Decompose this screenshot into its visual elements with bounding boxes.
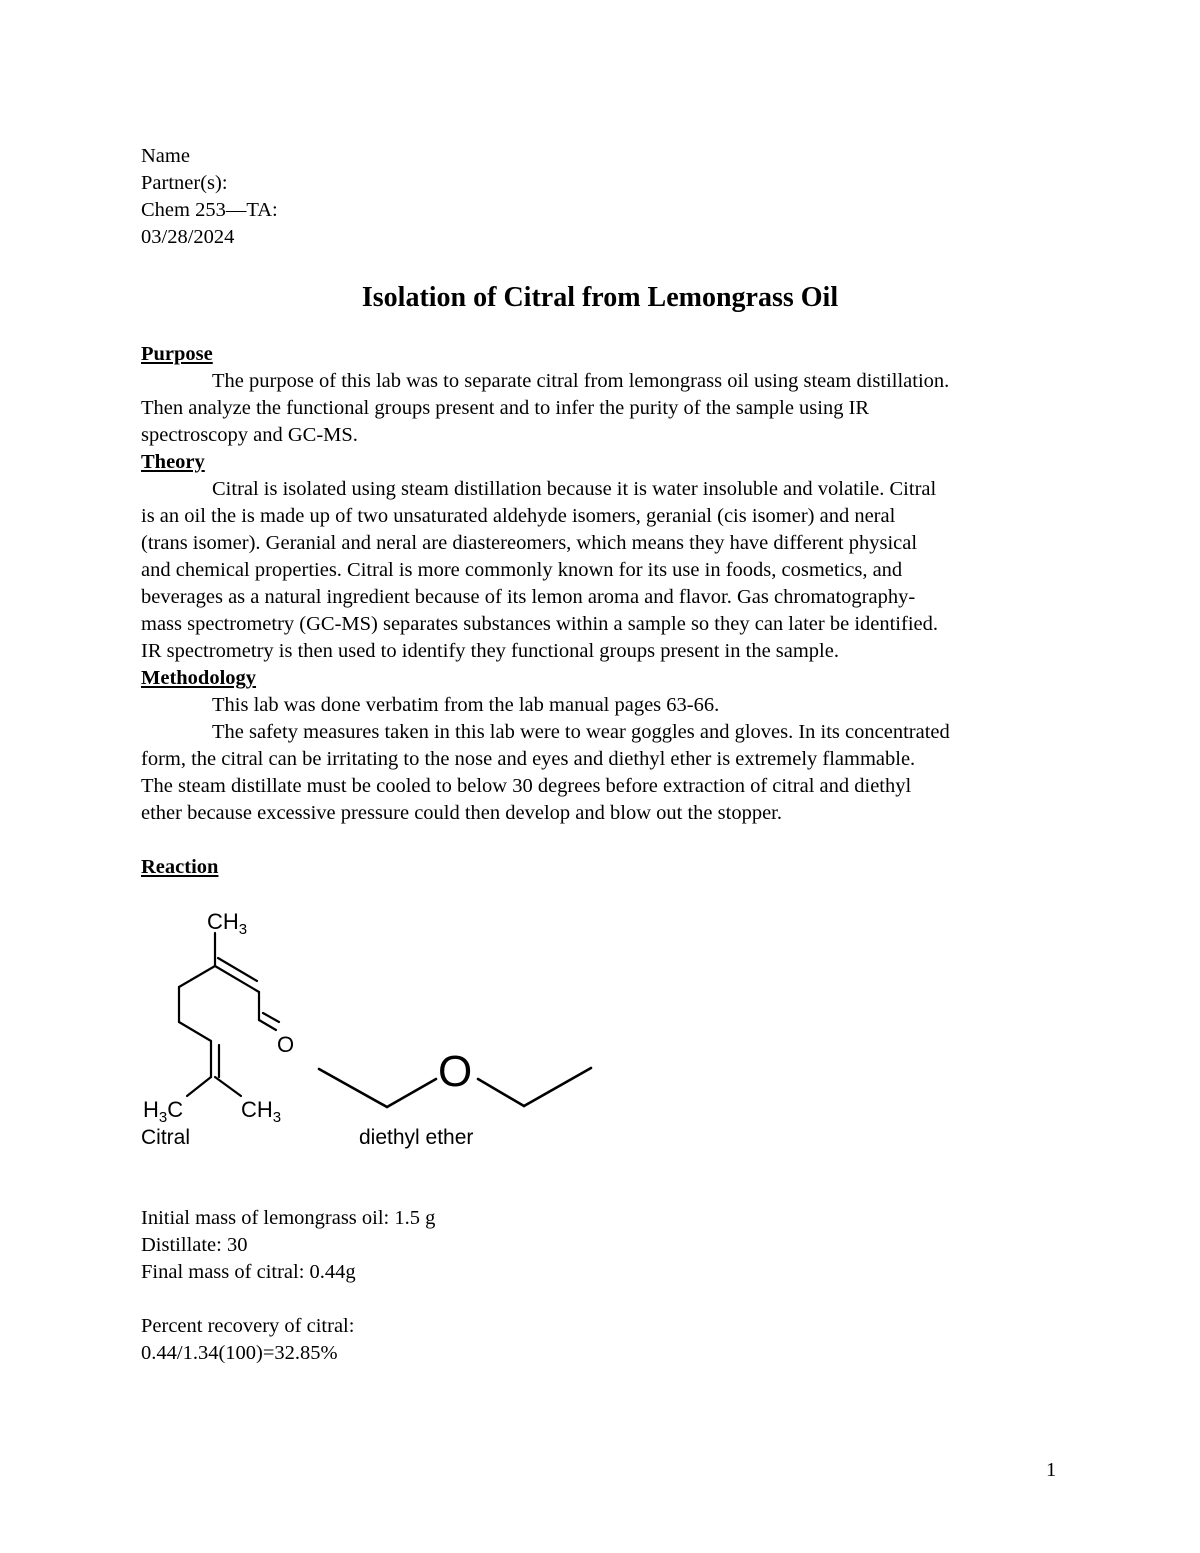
diethyl-ether-caption: diethyl ether	[359, 1126, 474, 1149]
citral-bond-c3-c2-second	[218, 958, 257, 981]
citral-bond-c1-o	[259, 1020, 276, 1030]
theory-line-7: IR spectrometry is then used to identify they functional groups present in the sample.	[141, 640, 839, 662]
citral-bond-c3-c4	[179, 966, 215, 987]
citral-bond-c7-right	[215, 1077, 241, 1096]
ether-oxygen-label: O	[438, 1047, 473, 1096]
course-line: Chem 253—TA:	[141, 199, 278, 221]
initial-mass-line: Initial mass of lemongrass oil: 1.5 g	[141, 1207, 436, 1229]
purpose-line-2: Then analyze the functional groups present and to infer the purity of the sample using IR	[141, 397, 870, 419]
page-title: Isolation of Citral from Lemongrass Oil	[361, 282, 839, 313]
methodology-line-3: form, the citral can be irritating to the nose and eyes and diethyl ether is extremely flammable.	[141, 748, 916, 770]
reaction-structures	[135, 895, 605, 1135]
header-block	[141, 143, 278, 251]
partners-line: Partner(s):	[141, 172, 228, 194]
methodology-heading: Methodology	[141, 667, 257, 689]
date-line: 03/28/2024	[141, 226, 235, 248]
citral-bond-c5-c6	[179, 1022, 211, 1041]
methodology-line-4: The steam distillate must be cooled to below 30 degrees before extraction of citral and diethyl	[141, 775, 912, 797]
reaction-heading: Reaction	[141, 856, 219, 878]
citral-bond-c7-left	[187, 1077, 211, 1096]
methodology-line-5: ether because excessive pressure could then develop and blow out the stopper.	[141, 802, 782, 824]
final-mass-line: Final mass of citral: 0.44g	[141, 1261, 356, 1283]
ether-bond-2	[387, 1079, 436, 1107]
ether-bond-3	[478, 1079, 524, 1106]
ether-bond-1	[319, 1069, 387, 1107]
page-number: 1	[1046, 1459, 1057, 1481]
citral-ch3-right-label: $CH_3$	[241, 1097, 282, 1126]
theory-line-4: and chemical properties. Citral is more commonly known for its use in foods, cosmetics, and	[141, 559, 903, 581]
theory-line-2: is an oil the is made up of two unsaturated aldehyde isomers, geranial (cis isomer) and neral	[141, 505, 896, 527]
theory-line-5: beverages as a natural ingredient because of its lemon aroma and flavor. Gas chromatography-	[141, 586, 916, 608]
ether-bond-4	[524, 1068, 591, 1106]
citral-bond-c1-o-second	[263, 1013, 279, 1022]
purpose-line-1: The purpose of this lab was to separate citral from lemongrass oil using steam distillation.	[212, 370, 950, 392]
name-line: Name	[141, 145, 190, 167]
citral-ch3-top-label: $CH_3$	[207, 909, 248, 938]
theory-line-3: (trans isomer). Geranial and neral are diastereomers, which means they have different physical	[141, 532, 918, 554]
methodology-line-1: This lab was done verbatim from the lab manual pages 63-66.	[212, 694, 720, 716]
citral-structure	[179, 933, 279, 1096]
percent-recovery-label: Percent recovery of citral:	[141, 1315, 355, 1337]
theory-line-6: mass spectrometry (GC-MS) separates substances within a sample so they can later be identified.	[141, 613, 938, 635]
theory-heading: Theory	[141, 451, 205, 473]
citral-oxygen-label: O	[277, 1032, 295, 1057]
distillate-line: Distillate: 30	[141, 1234, 248, 1256]
citral-h3c-label: $H_3C$	[143, 1097, 184, 1126]
purpose-line-3: spectroscopy and GC-MS.	[141, 424, 358, 446]
percent-recovery-calc: 0.44/1.34(100)=32.85%	[141, 1342, 338, 1364]
citral-caption: Citral	[141, 1126, 191, 1149]
purpose-heading: Purpose	[141, 343, 213, 365]
methodology-line-2: The safety measures taken in this lab were to wear goggles and gloves. In its concentrated	[212, 721, 950, 743]
theory-line-1: Citral is isolated using steam distillation because it is water insoluble and volatile. Citral	[212, 478, 937, 500]
